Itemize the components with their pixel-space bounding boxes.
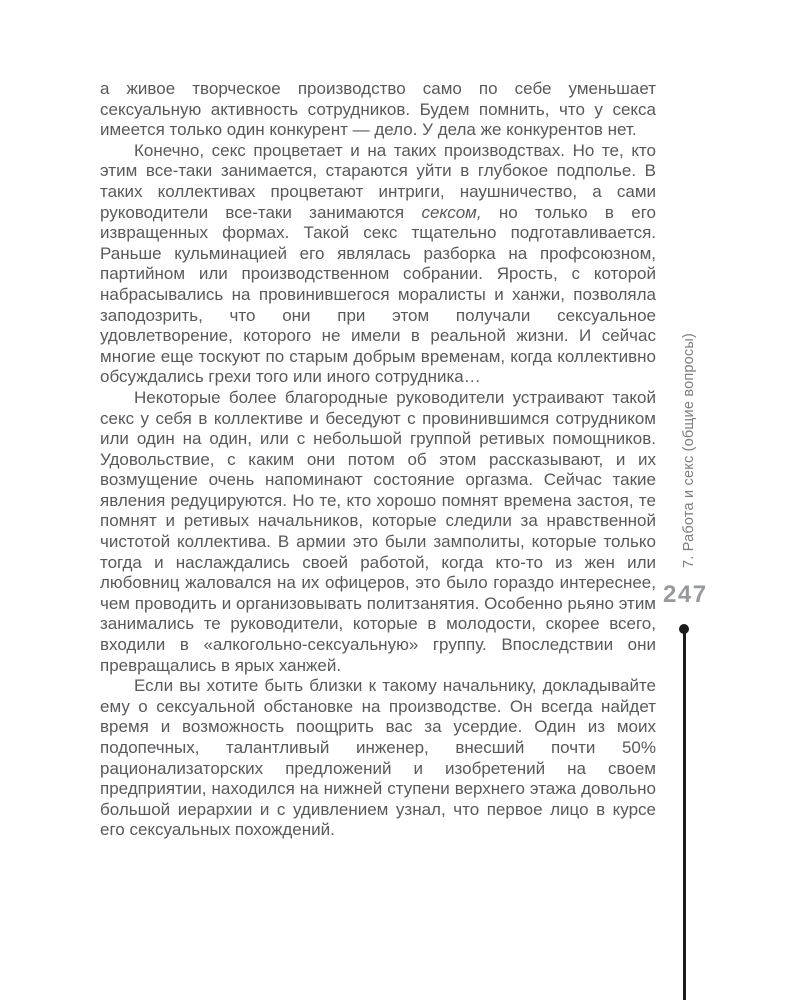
chapter-running-title: 7. Работа и секс (общие вопросы): [681, 332, 697, 568]
text-run: Конечно, секс процветает и на таких производствах. Но те, кто этим все-таки занимается, стараются уйти в глубокое подполье. В таких коллективах процветают интриги, наушничество, а сами руководители все-таки занимаются: [100, 140, 656, 222]
text-run: Если вы хотите быть близки к такому начальнику, докладывайте ему о сексуальной обстановке на производстве. Он всегда найдет время и возможность поощрить вас за усердие. Один из моих подопечных, талантливый инженер, внесший почти 50% рационализаторских предложений и изобретений на своем предприятии, находился на нижней ступени верхнего этажа довольно большой иерархии и с удивлением узнал, что первое лицо в курсе его сексуальных похождений.: [100, 676, 656, 840]
italic-text-run: сексом,: [421, 202, 482, 222]
text-run: Некоторые более благородные руководители устраивают такой секс у себя в коллективе и беседуют с провинившимся сотрудником или один на один, или с небольшой группой ретивых помощников. Удовольствие, с каким они потом об этом рассказывают, и их возмущение очень напоминают состояние оргазма. Сейчас такие явления редуцируются. Но те, кто хорошо помнят времена застоя, те помнят и ретивых начальников, которые следили за нравственной чистотой коллектива. В армии это были замполиты, которые только тогда и наслаждались своей работой, когда кто-то из жен или любовниц жаловался на их офицеров, это было гораздо интереснее, чем проводить и организовывать политзанятия. Особенно рьяно этим занимались те руководители, которые в молодости, скорее всего, входили в «алкогольно-сексуальную» группу. Впоследствии они превращались в ярых ханжей.: [100, 387, 656, 675]
text-run: но только в его извращенных формах. Такой секс тщательно подготавливается. Раньше кульминацией его являлась разборка на профсоюзном, партийном или производственном собрании. Ярость, с которой набрасывались на провинившегося моралисты и ханжи, позволяла заподозрить, что они при этом получали сексуальное удовлетворение, которого не имели в реальной жизни. И сейчас многие еще тоскуют по старым добрым временам, когда коллективно обсуждались грехи того или иного сотрудника…: [100, 202, 656, 387]
paragraph: [100, 676, 656, 841]
sidebar-rule-line: [683, 629, 686, 1000]
paragraph: [100, 141, 656, 388]
text-run: а живое творческое производство само по себе уменьшает сексуальную активность сотрудников. Будем помнить, что у секса имеется только один конкурент — дело. У дела же конкурентов нет.: [100, 79, 656, 140]
body-text: [100, 79, 656, 841]
paragraph: [100, 79, 656, 141]
page-number: 247: [663, 581, 708, 608]
paragraph: [100, 388, 656, 676]
